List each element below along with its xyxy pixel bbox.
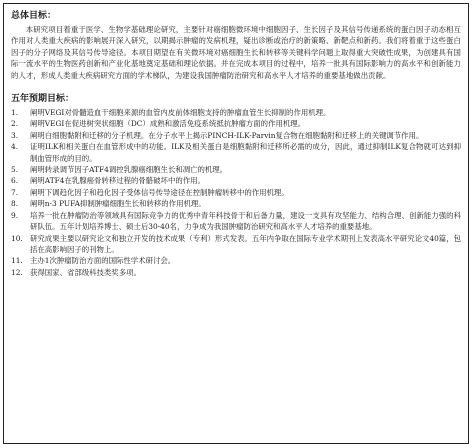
section-spacer [11, 81, 461, 93]
goal-item [11, 118, 461, 129]
goal-item [11, 107, 461, 118]
goals-box [3, 3, 469, 444]
goal-text: 获得国家、省部级科技类奖多项。 [30, 267, 141, 277]
goal-item [11, 175, 461, 186]
goal-text: 证明ILK和相关蛋白在血管形成中的功能。ILK及相关蛋白是细胞黏附和迁移所必需的成分，因此，通过抑制ILK复合物就可达到抑制血管形成的目的。 [30, 142, 461, 163]
goal-text: 阐明VEGI在促进树突状细胞（DC）成熟和激活免疫系统抵抗肿瘤方面的作用机理。 [30, 119, 306, 129]
goal-number: 12. [11, 267, 23, 277]
overall-goal-body: 本研究项目着重于医学、生物学基础理论研究，主要针对癌细胞微环境中细胞因子、生长因子及其信号传递系统的蛋白因子动态相互作用对人类重大疾病的影响展开深入研究，以期揭示肿瘤的发病机理，疑出诊断或治疗的新策略、新靶点和新药。我们将着重于这些蛋白因子的分子网络及其信号传导途径。本项目期望在有关微环境对癌细胞生长和转移等关键科学问题上取得重大突破性成果，为创建具有国际一流水平的生物医药创新和产业化基地奠定基础和理论依据。并在完成本项目的过程中，培养一批具有国际影响力的高水平和创新能力的人才，形成人类重大疾病研究方面的学术梯队，为建设我国肿瘤防治研究和高水平人才培养的重要基地做出贡献。 [11, 25, 461, 80]
goal-text: 阐明n-3 PUFA抑制肿瘤细胞生长和转移的作用机理。 [30, 199, 206, 209]
goal-number: 11. [11, 256, 23, 266]
goal-item [11, 233, 461, 256]
goal-number: 10. [11, 233, 23, 243]
goal-number: 9. [11, 210, 19, 220]
goal-number: 2. [11, 119, 19, 129]
goal-text: 阐明白细胞黏附和迁移的分子机理。在分子水平上揭示PINCH-ILK-Parvin复合物在细胞黏附和迁移上的关键调节作用。 [30, 130, 424, 140]
goal-item [11, 255, 461, 266]
five-year-goal-title: 五年预期目标： [11, 94, 75, 105]
goal-number: 7. [11, 187, 19, 197]
five-year-goal-list [11, 107, 461, 278]
goal-number: 3. [11, 130, 19, 140]
goal-text: 阐明ATF4在乳腺癌骨转移过程的骨骼破坏中的作用。 [30, 176, 205, 186]
goal-number: 5. [11, 165, 19, 175]
goal-text: 主办1次肿瘤防治方面的国际性学术研讨会。 [30, 256, 176, 266]
goal-item [11, 210, 461, 233]
goal-item [11, 198, 461, 209]
goal-item [11, 141, 461, 164]
goal-item [11, 187, 461, 198]
goal-number: 6. [11, 176, 19, 186]
goal-text: 研究成果主要以研究论文和独立开发的技术成果（专利）形式发表。五年内争取在国际专业学术期刊上发表高水平研究论文40篇，包括在高影响因子的刊物上。 [30, 233, 461, 254]
goal-text: 阐明VEGI对骨髓造血干细胞来源的血管内皮前体细胞支持的肿瘤血管生长抑制的作用机理。 [30, 108, 331, 118]
goal-text: 阐明下调趋化因子和趋化因子受体信号传导途径在控制肿瘤转移中的作用机理。 [30, 187, 289, 197]
goal-number: 1. [11, 108, 19, 118]
goal-number: 8. [11, 199, 19, 209]
goal-item [11, 267, 461, 278]
goal-text: 阐明转录调节因子ATF4调控乳腺癌细胞生长和凋亡的机理。 [30, 165, 228, 175]
overall-goal-title: 总体目标： [11, 11, 57, 21]
goal-item [11, 130, 461, 141]
goal-item [11, 164, 461, 175]
goal-text: 培养一批在肿瘤防治等领域具有国际竞争力的优秀中青年科技骨干和后备力量，建设一支具有攻坚能力、结构合理、创新能力强的科研队伍。五年计划培养博士、硕士后30-40名，力争成为我国肿瘤防治研究和高水平人才培养的重要基地。 [30, 210, 461, 232]
goal-number: 4. [11, 142, 19, 152]
